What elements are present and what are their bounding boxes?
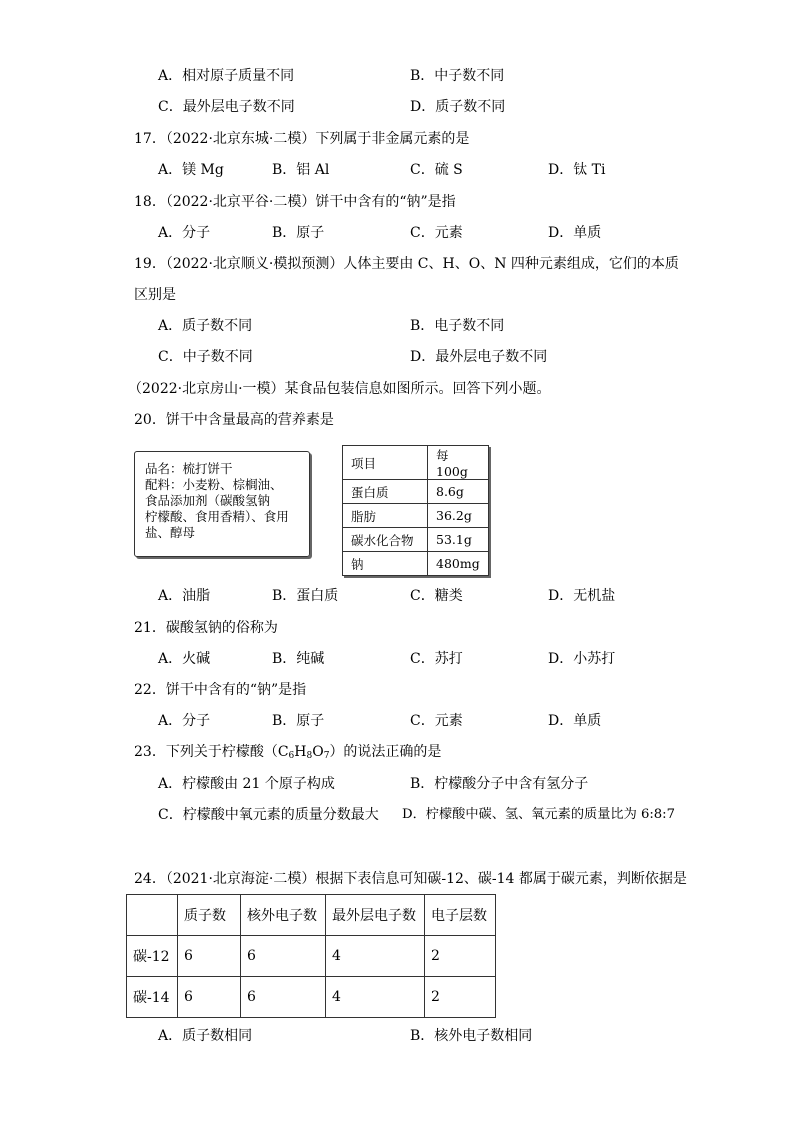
q16-option-b: B．中子数不同 — [410, 68, 505, 84]
q23-option-b: B．柠檬酸分子中含有氢分子 — [410, 776, 589, 792]
q23-option-c: C．柠檬酸中氧元素的质量分数最大 — [158, 807, 379, 823]
table-cell: 6 — [241, 936, 326, 977]
table-cell: 最外层电子数 — [326, 895, 425, 936]
q20-stem: 20．饼干中含量最高的营养素是 — [134, 412, 334, 428]
table-cell: 2 — [425, 977, 496, 1018]
food-label-line: 食品添加剂（碳酸氢钠 — [145, 493, 271, 508]
q23-option-d: D．柠檬酸中碳、氢、氧元素的质量比为 6:8:7 — [402, 807, 676, 822]
q16-option-c: C．最外层电子数不同 — [158, 99, 295, 115]
q22-option-b: B．原子 — [272, 713, 325, 729]
q17-option-b: B．铝 Al — [272, 162, 330, 178]
table-cell: 质子数 — [178, 895, 241, 936]
q22-option-a: A．分子 — [158, 713, 211, 729]
table-cell: 每100g — [428, 446, 489, 480]
table-row — [127, 977, 496, 1018]
q23-stem-text: 23．下列关于柠檬酸（C — [134, 744, 289, 760]
table-cell: 核外电子数 — [241, 895, 326, 936]
q20-option-b: B．蛋白质 — [272, 588, 339, 604]
q17-option-c: C．硫 S — [410, 162, 463, 178]
table-cell: 36.2g — [428, 504, 489, 528]
q19-stem-line1: 19．（2022·北京顺义·模拟预测）人体主要由 C、H、O、N 四种元素组成，它们的本质 — [134, 256, 679, 272]
q23-stem — [134, 743, 441, 765]
nutrition-table — [342, 445, 489, 576]
q18-option-b: B．原子 — [272, 225, 325, 241]
table-row — [127, 936, 496, 977]
q19-stem-line2: 区别是 — [134, 287, 176, 303]
table-cell: 6 — [241, 977, 326, 1018]
passage-intro: （2022·北京房山·一模）某食品包装信息如图所示。回答下列小题。 — [128, 381, 551, 397]
q19-option-b: B．电子数不同 — [410, 318, 505, 334]
table-row — [343, 446, 489, 480]
q24-stem: 24．（2021·北京海淀·二模）根据下表信息可知碳-12、碳-14 都属于碳元素，判断依据是 — [134, 871, 687, 887]
subscript: 6 — [288, 751, 295, 761]
q20-option-d: D．无机盐 — [548, 588, 616, 604]
table-cell: 6 — [178, 936, 241, 977]
food-label-line: 品名：梳打饼干 — [145, 461, 233, 476]
subscript: 8 — [306, 751, 313, 761]
q18-option-a: A．分子 — [158, 225, 211, 241]
table-cell: 2 — [425, 936, 496, 977]
q24-option-a: A．质子数相同 — [158, 1028, 253, 1044]
food-label-line: 配料：小麦粉、棕榈油、 — [145, 477, 283, 492]
q21-option-c: C．苏打 — [410, 651, 463, 667]
q21-option-d: D．小苏打 — [548, 651, 616, 667]
table-cell — [127, 895, 178, 936]
q19-option-d: D．最外层电子数不同 — [410, 349, 548, 365]
table-row — [127, 895, 496, 936]
q17-option-d: D．钛 Ti — [548, 162, 606, 178]
q18-stem: 18．（2022·北京平谷·二模）饼干中含有的“钠”是指 — [134, 194, 456, 210]
q20-option-c: C．糖类 — [410, 588, 463, 604]
table-row — [343, 528, 489, 552]
q19-option-c: C．中子数不同 — [158, 349, 253, 365]
subscript: 7 — [323, 751, 330, 761]
table-cell: 电子层数 — [425, 895, 496, 936]
table-row — [343, 504, 489, 528]
table-cell: 碳-14 — [127, 977, 178, 1018]
table-cell: 6 — [178, 977, 241, 1018]
q19-option-a: A．质子数不同 — [158, 318, 253, 334]
q18-option-c: C．元素 — [410, 225, 463, 241]
table-cell: 碳-12 — [127, 936, 178, 977]
q22-option-c: C．元素 — [410, 713, 463, 729]
table-cell: 脂肪 — [343, 504, 428, 528]
food-label-line: 柠檬酸、食用香精）、食用 — [145, 509, 289, 524]
q23-option-a: A．柠檬酸由 21 个原子构成 — [158, 776, 335, 792]
q21-option-b: B．纯碱 — [272, 651, 325, 667]
table-cell: 蛋白质 — [343, 480, 428, 504]
q17-option-a: A．镁 Mg — [158, 162, 224, 178]
food-label-line: 盐、醇母 — [145, 525, 196, 540]
table-cell: 53.1g — [428, 528, 489, 552]
table-cell: 项目 — [343, 446, 428, 480]
table-cell: 480mg — [428, 552, 489, 576]
table-cell: 钠 — [343, 552, 428, 576]
q23-stem-text: H — [294, 744, 307, 760]
q16-option-d: D．质子数不同 — [410, 99, 506, 115]
q24-option-b: B．核外电子数相同 — [410, 1028, 533, 1044]
carbon-isotope-table — [126, 894, 496, 1018]
q20-option-a: A．油脂 — [158, 588, 211, 604]
table-cell: 4 — [326, 936, 425, 977]
q16-option-a: A．相对原子质量不同 — [158, 68, 295, 84]
q21-stem: 21．碳酸氢钠的俗称为 — [134, 620, 278, 636]
food-label-box — [134, 451, 310, 557]
table-row — [343, 552, 489, 576]
q23-stem-text: ）的说法正确的是 — [329, 744, 442, 760]
q18-option-d: D．单质 — [548, 225, 602, 241]
q21-option-a: A．火碱 — [158, 651, 211, 667]
table-cell: 8.6g — [428, 480, 489, 504]
table-cell: 碳水化合物 — [343, 528, 428, 552]
q17-stem: 17．（2022·北京东城·二模）下列属于非金属元素的是 — [134, 131, 470, 147]
q22-stem: 22．饼干中含有的“钠”是指 — [134, 682, 307, 698]
q23-stem-text: O — [312, 744, 324, 760]
q22-option-d: D．单质 — [548, 713, 602, 729]
table-cell: 4 — [326, 977, 425, 1018]
table-row — [343, 480, 489, 504]
